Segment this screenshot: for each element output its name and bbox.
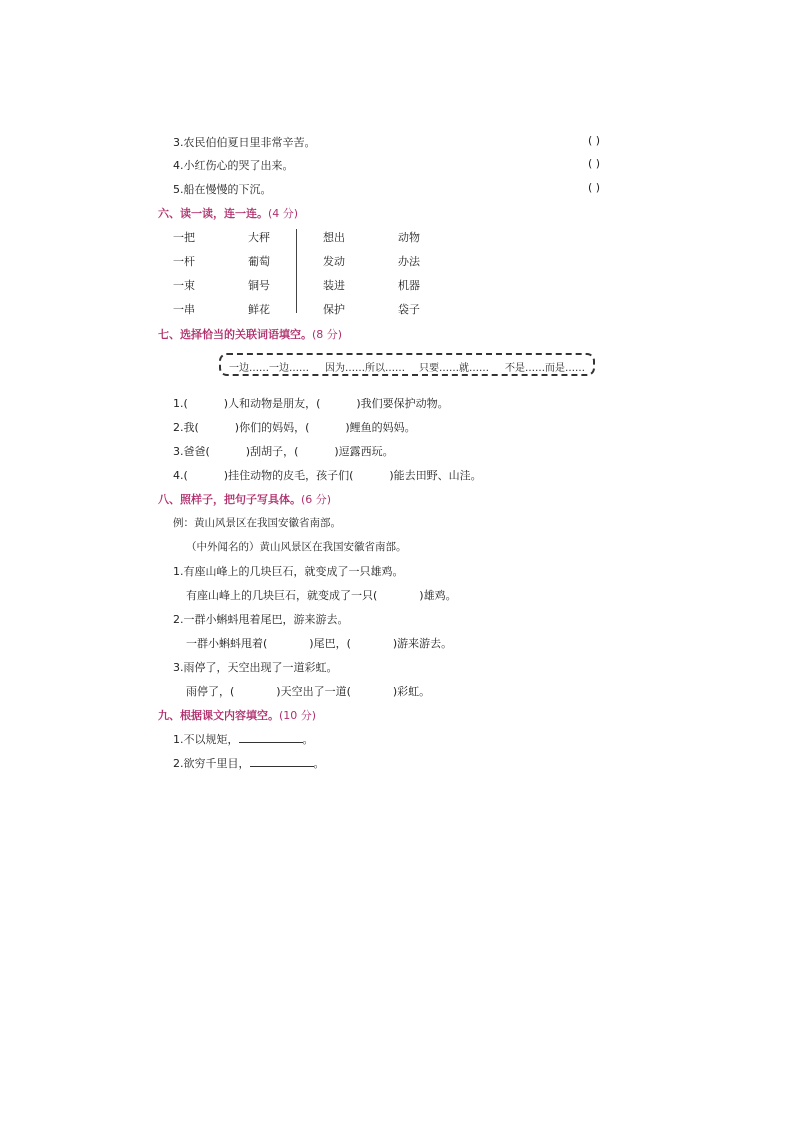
fill-text: )游来游去。 [392,637,453,650]
example-sentence: 例：黄山风景区在我国安徽省南部。 [173,517,341,529]
fill-text: 一群小蝌蚪甩着( [186,637,268,650]
fill-text: )天空出了一道( [276,685,351,698]
rewrite-answer-2 [186,635,452,651]
fill-item-3 [173,443,394,459]
fill-text: )挂住动物的皮毛，孩子们( [223,469,354,482]
rewrite-question-2: 2.一群小蝌蚪甩着尾巴，游来游去。 [173,613,349,626]
judge-text: 4.小红伤心的哭了出来。 [173,159,294,172]
conjunction-option: 只要……就…… [419,363,489,374]
conjunction-option: 一边……一边…… [229,363,309,374]
fill-text: )能去田野、山洼。 [389,469,482,482]
fill-text: 。 [302,733,314,746]
fill-text: )我们要保护动物。 [356,397,449,410]
section-title: 七、选择恰当的关联词语填空。 [158,328,312,341]
fill-text: 有座山峰上的几块巨石，就变成了一只( [186,589,378,602]
section-title: 九、根据课文内容填空。 [158,709,279,722]
conjunction-options-box [219,353,595,376]
fill-text: 雨停了，( [186,685,235,698]
conjunction-option: 因为……所以…… [325,363,405,374]
match-left-2: 大秤 [248,231,270,244]
fill-text: 1.( [173,397,188,410]
fill-text: )你们的妈妈，( [234,421,310,434]
fill-text: 2.我( [173,421,199,434]
fill-text: )雄鸡。 [419,589,457,602]
section-score: (4 分) [268,207,299,220]
judge-item-5 [173,181,272,197]
judge-text: 3.农民伯伯夏日里非常辛苦。 [173,136,316,149]
match-right-1: 想出 [323,231,345,244]
judge-paren[interactable]: ( ) [588,134,601,147]
match-right-1: 保护 [323,303,345,316]
fill-text: 1.不以规矩， [173,733,239,746]
match-left-2: 鲜花 [248,303,270,316]
fill-text: 3.爸爸( [173,445,210,458]
match-left-1: 一杆 [173,255,195,268]
fill-text: )逗露西玩。 [334,445,394,458]
fill-item-4 [173,467,482,483]
section-score: (10 分) [279,709,317,722]
match-right-2: 袋子 [398,303,420,316]
section-title: 六、读一读，连一连。 [158,207,268,220]
judge-paren[interactable]: ( ) [588,181,601,194]
match-left-1: 一束 [173,279,195,292]
fill-text: 2.欲穷千里目， [173,757,250,770]
section-7-heading [158,326,342,342]
fill-text: )鲤鱼的妈妈。 [345,421,416,434]
judge-text: 5.船在慢慢的下沉。 [173,183,272,196]
fill-text: )尾巴，( [309,637,351,650]
recite-item-1 [173,731,314,747]
fill-text: 4.( [173,469,188,482]
match-right-2: 办法 [398,255,420,268]
match-right-2: 机器 [398,279,420,292]
match-left-2: 葡萄 [248,255,270,268]
section-8-heading [158,491,331,507]
match-right-2: 动物 [398,231,420,244]
judge-item-3 [173,134,316,150]
section-title: 八、照样子，把句子写具体。 [158,493,301,506]
fill-item-2 [173,419,416,435]
fill-item-1 [173,395,449,411]
fill-text: )彩虹。 [392,685,431,698]
answer-line[interactable] [239,732,303,743]
judge-paren[interactable]: ( ) [588,157,601,170]
fill-text: 。 [313,757,325,770]
section-9-heading [158,707,316,723]
match-divider [296,229,297,313]
fill-text: )刮胡子，( [245,445,299,458]
fill-text: )人和动物是朋友，( [223,397,321,410]
recite-item-2 [173,755,325,771]
example-answer: （中外闻名的）黄山风景区在我国安徽省南部。 [186,541,407,553]
conjunction-option: 不是……而是…… [505,363,585,374]
match-left-1: 一把 [173,231,195,244]
rewrite-question-3: 3.雨停了，天空出现了一道彩虹。 [173,661,338,674]
match-right-1: 装进 [323,279,345,292]
judge-item-4 [173,157,294,173]
section-6-heading [158,205,298,221]
rewrite-answer-3 [186,683,430,699]
answer-line[interactable] [250,756,314,767]
match-left-2: 铜号 [248,279,270,292]
rewrite-question-1: 1.有座山峰上的几块巨石，就变成了一只雄鸡。 [173,565,404,578]
match-left-1: 一串 [173,303,195,316]
rewrite-answer-1 [186,587,457,603]
section-score: (6 分) [301,493,332,506]
match-right-1: 发动 [323,255,345,268]
section-score: (8 分) [312,328,343,341]
